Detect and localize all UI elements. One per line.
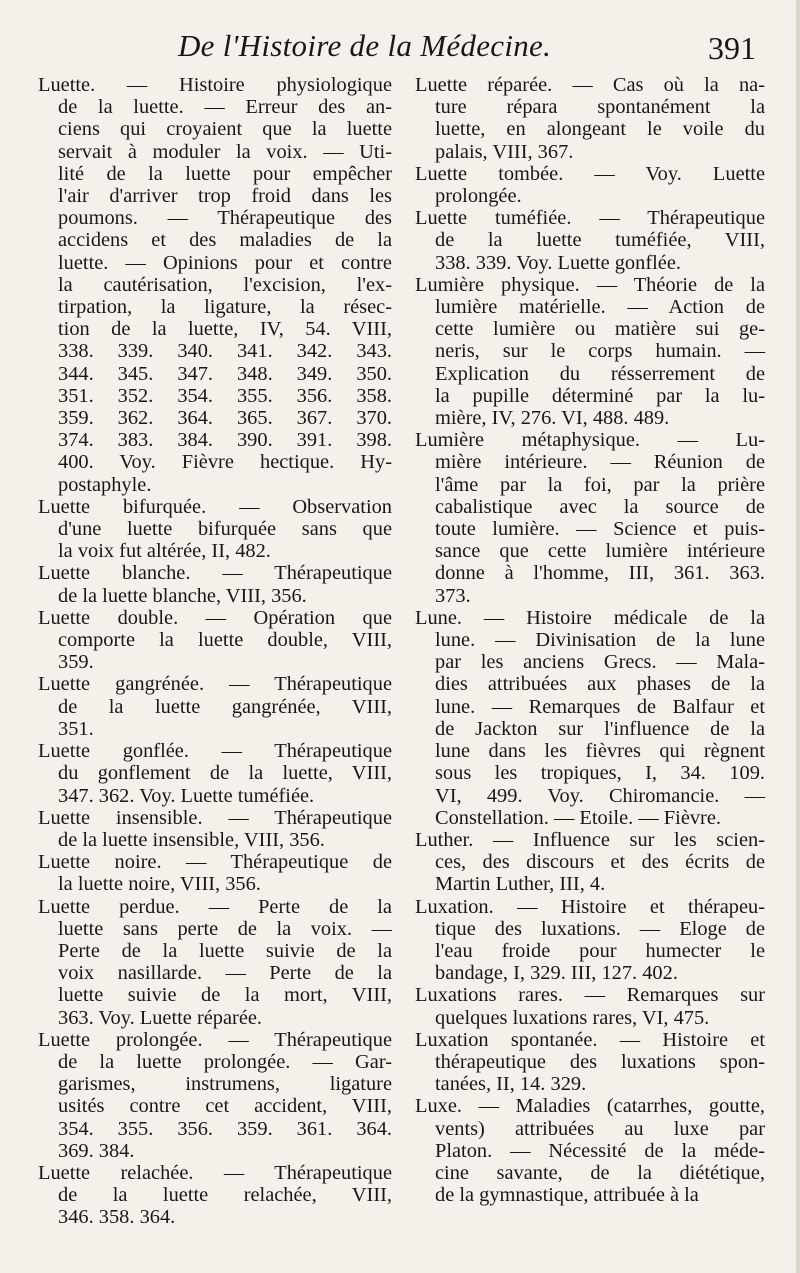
- entry-line: 359. 362. 364. 365. 367. 370.: [58, 407, 392, 430]
- entry-line: de la luette blanche, VIII, 356.: [58, 584, 307, 607]
- entry-line: 351.: [58, 717, 94, 740]
- entry-line: 363. Voy. Luette réparée.: [58, 1006, 263, 1029]
- left-column: [38, 74, 392, 1229]
- entry-line: luette. — Opinions pour et contre: [58, 251, 392, 274]
- entry-line: de la luette. — Erreur des an-: [58, 96, 392, 119]
- index-entry: [415, 274, 765, 429]
- entry-line: bandage, I, 329. III, 127. 402.: [435, 962, 678, 985]
- entry-line: de la luette relachée, VIII,: [58, 1184, 392, 1207]
- entry-headword-line: Luxation. — Histoire et thérapeu-: [415, 895, 765, 918]
- entry-line: par les anciens Grecs. — Mala-: [435, 651, 765, 674]
- entry-line: sous les tropiques, I, 34. 109.: [435, 762, 765, 785]
- index-entry: [415, 429, 765, 607]
- entry-line: mière, IV, 276. VI, 488. 489.: [435, 407, 670, 430]
- entry-headword-line: Luette bifurquée. — Observation: [38, 495, 392, 518]
- entry-line: neris, sur le corps humain. —: [435, 340, 765, 363]
- index-entry: [38, 1162, 392, 1229]
- entry-line: toute lumière. — Science et puis-: [435, 518, 765, 541]
- entry-line: prolongée.: [435, 185, 522, 208]
- entry-line: 338. 339. 340. 341. 342. 343.: [58, 340, 392, 363]
- entry-line: cabalistique avec la source de: [435, 495, 765, 518]
- entry-line: luette suivie de la mort, VIII,: [58, 984, 392, 1007]
- entry-line: ture répara spontanément la: [435, 96, 765, 119]
- entry-headword-line: Luette double. — Opération que: [38, 606, 392, 629]
- index-entry: [415, 829, 765, 896]
- entry-line: Platon. — Nécessité de la méde-: [435, 1139, 765, 1162]
- index-entry: [415, 607, 765, 829]
- entry-line: garismes, instrumens, ligature: [58, 1073, 392, 1096]
- index-entry: [38, 74, 392, 496]
- entry-line: sance que cette lumière intérieure: [435, 540, 765, 563]
- entry-line: 354. 355. 356. 359. 361. 364.: [58, 1117, 392, 1140]
- index-entry: [38, 851, 392, 895]
- entry-line: cette lumière ou matière sui ge-: [435, 318, 765, 341]
- entry-line: l'âme par la foi, par la prière: [435, 473, 765, 496]
- index-entry: [415, 984, 765, 1028]
- page-edge: [796, 0, 800, 1273]
- entry-line: tique des luxations. — Eloge de: [435, 917, 765, 940]
- entry-line: donne à l'homme, III, 361. 363.: [435, 562, 765, 585]
- entry-line: de la luette tuméfiée, VIII,: [435, 229, 765, 252]
- entry-line: voix nasillarde. — Perte de la: [58, 962, 392, 985]
- entry-line: dies attribuées aux phases de la: [435, 673, 765, 696]
- entry-line: vents) attribuées au luxe par: [435, 1117, 765, 1140]
- index-entry: [38, 607, 392, 674]
- entry-line: Perte de la luette suivie de la: [58, 939, 392, 962]
- entry-headword-line: Luette tuméfiée. — Thérapeutique: [415, 207, 765, 230]
- entry-headword-line: Lune. — Histoire médicale de la: [415, 606, 765, 629]
- entry-headword-line: Luette réparée. — Cas où la na-: [415, 74, 765, 96]
- entry-line: de la luette gangrénée, VIII,: [58, 695, 392, 718]
- entry-line: Explication du résserrement de: [435, 362, 765, 385]
- entry-line: ces, des discours et des écrits de: [435, 851, 765, 874]
- entry-line: d'une luette bifurquée sans que: [58, 518, 392, 541]
- entry-line: Constellation. — Etoile. — Fièvre.: [435, 806, 721, 829]
- entry-line: Martin Luther, III, 4.: [435, 873, 606, 896]
- entry-line: tirpation, la ligature, la résec-: [58, 296, 392, 319]
- right-column: [415, 74, 765, 1206]
- entry-headword-line: Luxe. — Maladies (catarrhes, goutte,: [415, 1095, 765, 1118]
- entry-line: du gonflement de la luette, VIII,: [58, 762, 392, 785]
- entry-line: lumière matérielle. — Action de: [435, 296, 765, 319]
- entry-line: lune. — Remarques de Balfaur et: [435, 695, 765, 718]
- page-number: 391: [708, 30, 756, 66]
- entry-line: lité de la luette pour empêcher: [58, 162, 392, 185]
- entry-line: de la luette insensible, VIII, 356.: [58, 828, 325, 851]
- entry-headword-line: Luette tombée. — Voy. Luette: [415, 162, 765, 185]
- entry-line: l'air d'arriver trop froid dans les: [58, 185, 392, 208]
- index-entry: [38, 562, 392, 606]
- entry-line: quelques luxations rares, VI, 475.: [435, 1006, 710, 1029]
- page-header: [0, 28, 800, 72]
- entry-headword-line: Luette insensible. — Thérapeutique: [38, 806, 392, 829]
- entry-line: 373.: [435, 584, 471, 607]
- entry-line: de la gymnastique, attribuée à la: [435, 1184, 699, 1207]
- entry-line: la luette noire, VIII, 356.: [58, 873, 261, 896]
- entry-headword-line: Luette. — Histoire physiologique: [38, 74, 392, 96]
- entry-headword-line: Lumière physique. — Théorie de la: [415, 273, 765, 296]
- entry-line: l'eau froide pour humecter le: [435, 939, 765, 962]
- entry-headword-line: Luette perdue. — Perte de la: [38, 895, 392, 918]
- entry-line: usités contre cet accident, VIII,: [58, 1095, 392, 1118]
- entry-line: cine savante, de la diététique,: [435, 1161, 765, 1184]
- entry-headword-line: Luette gonflée. — Thérapeutique: [38, 740, 392, 763]
- entry-line: lune dans les fièvres qui règnent: [435, 740, 765, 763]
- entry-line: 344. 345. 347. 348. 349. 350.: [58, 362, 392, 385]
- entry-headword-line: Luxation spontanée. — Histoire et: [415, 1028, 765, 1051]
- entry-line: la pupille déterminé par la lu-: [435, 384, 765, 407]
- index-entry: [415, 896, 765, 985]
- entry-headword-line: Luette blanche. — Thérapeutique: [38, 562, 392, 585]
- entry-headword-line: Luette prolongée. — Thérapeutique: [38, 1028, 392, 1051]
- index-entry: [415, 163, 765, 207]
- index-entry: [38, 496, 392, 563]
- entry-line: postaphyle.: [58, 473, 152, 496]
- index-entry: [415, 207, 765, 274]
- entry-line: poumons. — Thérapeutique des: [58, 207, 392, 230]
- entry-line: 347. 362. Voy. Luette tuméfiée.: [58, 784, 315, 807]
- entry-line: la voix fut altérée, II, 482.: [58, 540, 271, 563]
- entry-line: 374. 383. 384. 390. 391. 398.: [58, 429, 392, 452]
- entry-line: servait à moduler la voix. — Uti-: [58, 140, 392, 163]
- entry-line: lune. — Divinisation de la lune: [435, 629, 765, 652]
- entry-line: VI, 499. Voy. Chiromancie. —: [435, 784, 765, 807]
- entry-headword-line: Lumière métaphysique. — Lu-: [415, 429, 765, 452]
- entry-line: luette sans perte de la voix. —: [58, 917, 392, 940]
- entry-line: accidens et des maladies de la: [58, 229, 392, 252]
- index-entry: [38, 740, 392, 807]
- entry-line: comporte la luette double, VIII,: [58, 629, 392, 652]
- entry-line: tanées, II, 14. 329.: [435, 1073, 587, 1096]
- entry-line: de la luette prolongée. — Gar-: [58, 1050, 392, 1073]
- entry-headword-line: Luette noire. — Thérapeutique de: [38, 851, 392, 874]
- entry-headword-line: Luette gangrénée. — Thérapeutique: [38, 673, 392, 696]
- entry-headword-line: Luette relachée. — Thérapeutique: [38, 1161, 392, 1184]
- entry-line: 369. 384.: [58, 1139, 135, 1162]
- entry-headword-line: Luxations rares. — Remarques sur: [415, 984, 765, 1007]
- index-entry: [38, 673, 392, 740]
- entry-line: 359.: [58, 651, 94, 674]
- entry-line: 400. Voy. Fièvre hectique. Hy-: [58, 451, 392, 474]
- entry-line: la cautérisation, l'excision, l'ex-: [58, 273, 392, 296]
- index-entry: [38, 896, 392, 1029]
- index-entry: [415, 1095, 765, 1206]
- entry-line: tion de la luette, IV, 54. VIII,: [58, 318, 392, 341]
- entry-line: mière intérieure. — Réunion de: [435, 451, 765, 474]
- index-entry: [415, 74, 765, 163]
- entry-line: 351. 352. 354. 355. 356. 358.: [58, 384, 392, 407]
- entry-line: de Jackton sur l'influence de la: [435, 717, 765, 740]
- entry-line: 338. 339. Voy. Luette gonflée.: [435, 251, 681, 274]
- index-entry: [38, 1029, 392, 1162]
- entry-line: 346. 358. 364.: [58, 1206, 176, 1229]
- entry-line: ciens qui croyaient que la luette: [58, 118, 392, 141]
- running-title: De l'Histoire de la Médecine.: [178, 28, 552, 63]
- entry-line: luette, en alongeant le voile du: [435, 118, 765, 141]
- entry-line: palais, VIII, 367.: [435, 140, 574, 163]
- entry-headword-line: Luther. — Influence sur les scien-: [415, 828, 765, 851]
- index-entry: [415, 1029, 765, 1096]
- index-entry: [38, 807, 392, 851]
- entry-line: thérapeutique des luxations spon-: [435, 1050, 765, 1073]
